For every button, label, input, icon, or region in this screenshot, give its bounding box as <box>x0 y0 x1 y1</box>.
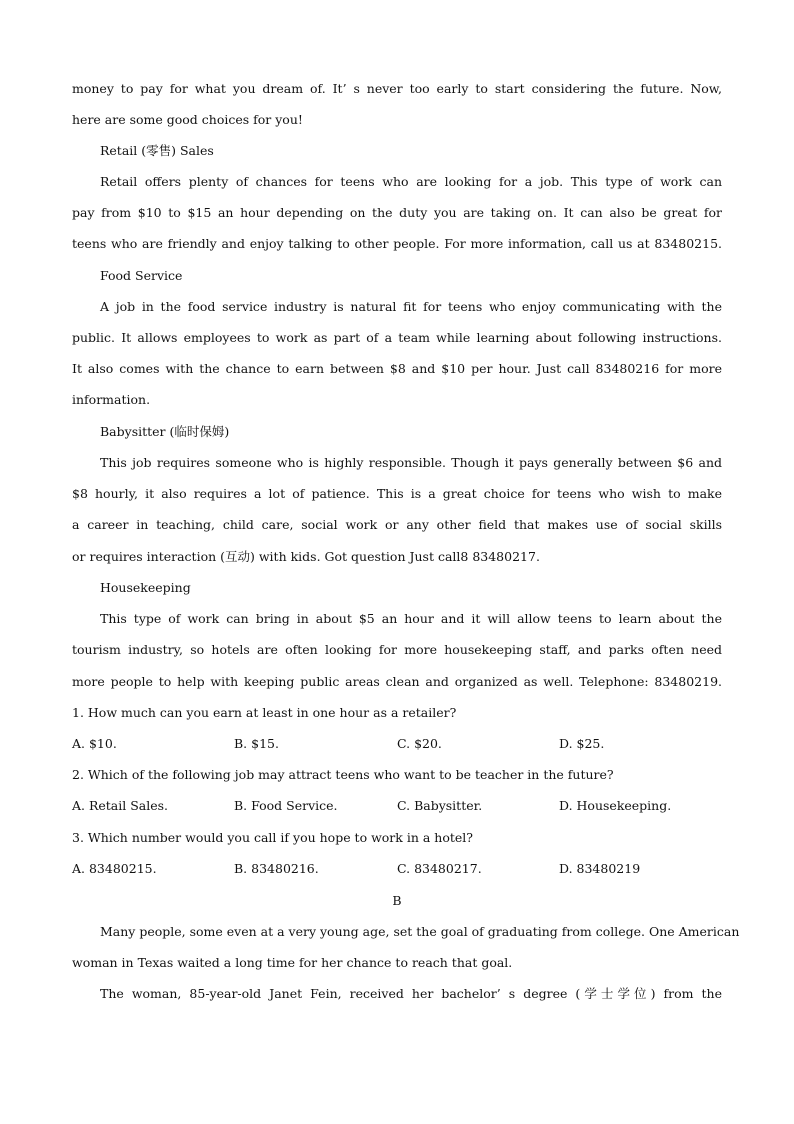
food-line-3: It also comes with the chance to earn between $8 and $10 per hour. Just call 83480216 for more <box>72 361 722 376</box>
housekeeping-line-1: This type of work can bring in about $5 an hour and it will allow teens to learn about the <box>100 611 722 626</box>
question-1-option-d: D. $25. <box>559 736 605 751</box>
retail-heading: Retail (零售) Sales <box>100 143 214 158</box>
question-1-stem: 1. How much can you earn at least in one hour as a retailer? <box>72 705 457 720</box>
housekeeping-line-2: tourism industry, so hotels are often looking for more housekeeping staff, and parks often need <box>72 642 722 657</box>
question-2-option-b: B. Food Service. <box>234 798 338 813</box>
question-1-option-b: B. $15. <box>234 736 279 751</box>
question-1-option-a: A. $10. <box>72 736 117 751</box>
retail-line-2: pay from $10 to $15 an hour depending on the duty you are taking on. It can also be great for <box>72 205 722 220</box>
question-3-stem: 3. Which number would you call if you hope to work in a hotel? <box>72 830 473 845</box>
passage-b-line-2: woman in Texas waited a long time for her chance to reach that goal. <box>72 955 513 970</box>
retail-line-1: Retail offers plenty of chances for teens who are looking for a job. This type of work can <box>100 174 722 189</box>
passage-b-line-3: The woman, 85-year-old Janet Fein, received her bachelor’ s degree (学士学位) from the <box>100 986 722 1001</box>
intro-line-2: here are some good choices for you! <box>72 112 303 127</box>
intro-line-1: money to pay for what you dream of. It’ s never too early to start considering the future. Now, <box>72 81 722 96</box>
question-3-option-d: D. 83480219 <box>559 861 641 876</box>
question-2-option-c: C. Babysitter. <box>397 798 483 813</box>
food-heading: Food Service <box>100 268 183 283</box>
passage-b-label: B <box>392 893 402 908</box>
question-3-option-b: B. 83480216. <box>234 861 319 876</box>
question-2-option-a: A. Retail Sales. <box>72 798 169 813</box>
question-3-option-a: A. 83480215. <box>72 861 157 876</box>
babysitter-line-4: or requires interaction (互动) with kids. Got question Just call8 83480217. <box>72 549 540 564</box>
babysitter-line-1: This job requires someone who is highly responsible. Though it pays generally between $6 and <box>100 455 722 470</box>
question-3-option-c: C. 83480217. <box>397 861 482 876</box>
babysitter-line-2: $8 hourly, it also requires a lot of patience. This is a great choice for teens who wish to make <box>72 486 722 501</box>
question-2-option-d: D. Housekeeping. <box>559 798 672 813</box>
babysitter-line-3: a career in teaching, child care, social work or any other field that makes use of social skills <box>72 517 722 532</box>
food-line-1: A job in the food service industry is natural fit for teens who enjoy communicating with the <box>100 299 722 314</box>
babysitter-heading: Babysitter (临时保姆) <box>100 424 230 439</box>
food-line-4: information. <box>72 392 151 407</box>
housekeeping-line-3: more people to help with keeping public areas clean and organized as well. Telephone: 83480219. <box>72 674 722 689</box>
question-2-stem: 2. Which of the following job may attract teens who want to be teacher in the future? <box>72 767 614 782</box>
retail-line-3: teens who are friendly and enjoy talking to other people. For more information, call us at 83480215. <box>72 236 722 251</box>
food-line-2: public. It allows employees to work as part of a team while learning about following instructions. <box>72 330 722 345</box>
question-1-option-c: C. $20. <box>397 736 442 751</box>
passage-b-line-1: Many people, some even at a very young age, set the goal of graduating from college. One American <box>100 924 740 939</box>
housekeeping-heading: Housekeeping <box>100 580 191 595</box>
